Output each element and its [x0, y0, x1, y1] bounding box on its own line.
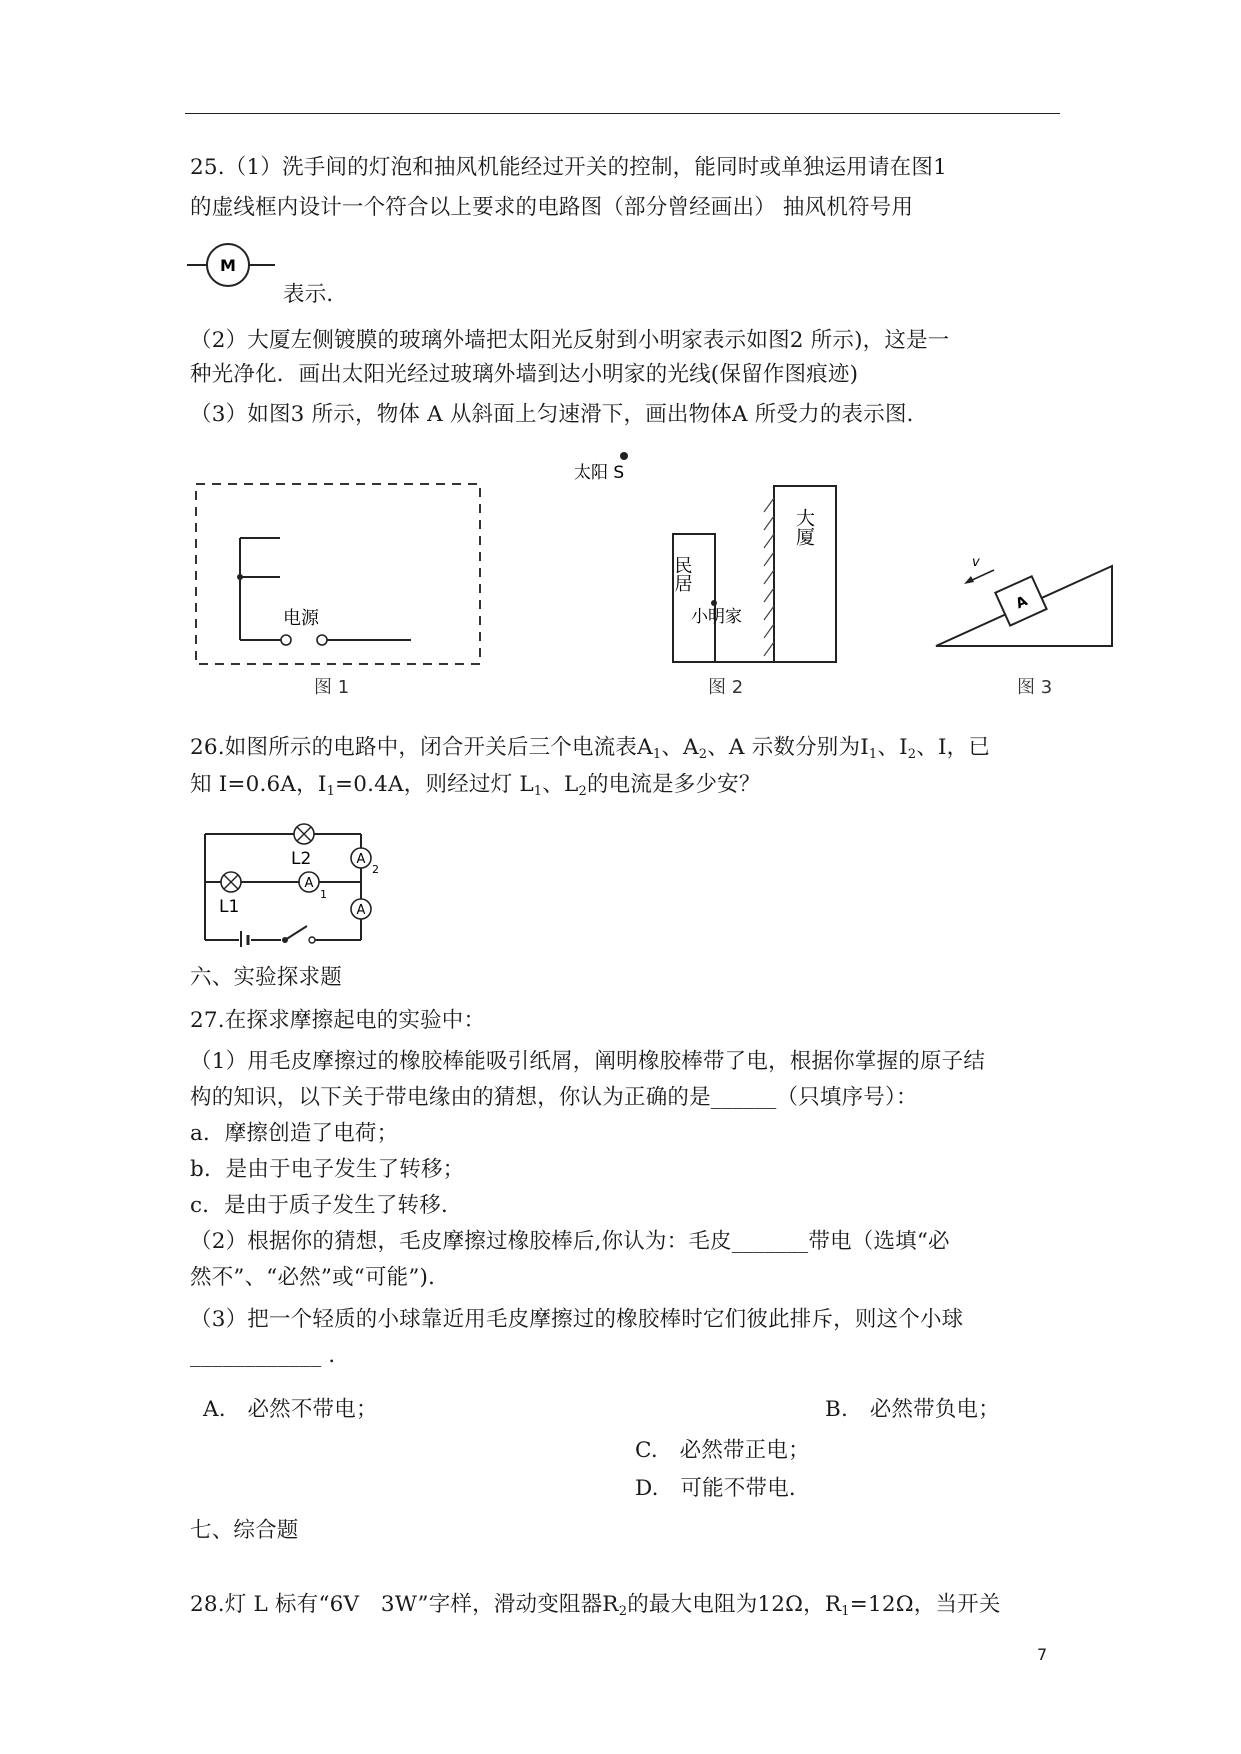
- battery: [239, 928, 251, 947]
- header-rule: [185, 113, 1060, 114]
- q27-part3-line-1: （3）把一个轻质的小球靠近用毛皮摩擦过的橡胶棒时它们彼此排斥，则这个小球: [190, 1307, 964, 1332]
- svg-text:A: A: [356, 852, 366, 867]
- q27-option-c: c．是由于质子发生了转移．: [190, 1193, 463, 1218]
- figure-3-incline: [930, 540, 1120, 655]
- velocity-label: v: [972, 555, 980, 570]
- q27-intro: 27.在探求摩擦起电的实验中：: [190, 1008, 486, 1033]
- q25-part3-line-1: （3）如图3 所示，物体 A 从斜面上匀速滑下，画出物体A 所受力的表示图．: [190, 402, 929, 427]
- q27-option-b: b．是由于电子发生了转移；: [190, 1157, 465, 1182]
- figure-1-circuit: [190, 470, 500, 700]
- glass-wall-hatching: [764, 498, 774, 656]
- figure-1-caption: 图 1: [314, 677, 350, 698]
- ammeter-a: [351, 899, 371, 919]
- q25-line-3: 表示．: [283, 282, 349, 307]
- power-terminal-left: [281, 635, 291, 645]
- q27-choice-d: D. 可能不带电．: [635, 1476, 811, 1501]
- section-6-title: 六、实验探求题: [190, 965, 342, 990]
- page-number: 7: [1037, 1645, 1048, 1664]
- q25-line-1: 25.（1）洗手间的灯泡和抽风机能经过开关的控制，能同时或单独运用请在图1: [190, 155, 947, 180]
- q27-part1-line-2: 构的知识，以下关于带电缘由的猜想，你认为正确的是______（只填序号）：: [190, 1085, 918, 1110]
- figure-3-caption: 图 3: [1017, 677, 1053, 698]
- residence-building: [673, 534, 715, 662]
- home-point: [711, 600, 717, 606]
- motor-symbol: [185, 240, 285, 290]
- q26-line-1: 26.如图所示的电路中，闭合开关后三个电流表$A_1$、$A_2$、A 示数分别为$I_1$、$I_2$、I，已: [190, 735, 991, 762]
- q25-part2-line-1: （2）大厦左侧镀膜的玻璃外墙把太阳光反射到小明家表示如图2 所示)，这是一: [190, 328, 950, 353]
- q28-line-1: 28.灯 L 标有“6V 3W”字样，滑动变阻器$R_2$的最大电阻为12Ω，$R_1=12\Omega$，当开关: [190, 1592, 1001, 1619]
- lamp-l2-label: L2: [291, 849, 312, 869]
- velocity-arrow: [970, 570, 994, 581]
- q27-choice-a: A. 必然不带电；: [203, 1397, 378, 1422]
- figure-2-caption: 图 2: [708, 677, 744, 698]
- figure-2-building-diagram: [560, 440, 860, 670]
- ammeter-a2: [351, 848, 371, 868]
- q26-circuit-diagram: [195, 812, 385, 947]
- q27-part1-line-1: （1）用毛皮摩擦过的橡胶棒能吸引纸屑，阐明橡胶棒带了电，根据你掌握的原子结: [190, 1049, 986, 1074]
- q27-part2-line-1: （2）根据你的猜想，毛皮摩擦过橡胶棒后,你认为：毛皮_______带电（选填“必: [190, 1229, 950, 1254]
- block-a-label: A: [1013, 593, 1031, 613]
- q27-option-a: a．摩擦创造了电荷；: [190, 1121, 399, 1146]
- svg-text:A: A: [304, 876, 314, 891]
- motor-symbol-label: M: [220, 256, 236, 275]
- sun-point: [620, 452, 628, 460]
- power-terminal-right: [317, 635, 327, 645]
- lamp-l1-label: L1: [219, 897, 240, 917]
- q25-part2-line-2: 种光净化．画出太阳光经过玻璃外墙到达小明家的光线(保留作图痕迹): [190, 362, 859, 387]
- ammeter-a2-sub: 2: [372, 863, 379, 876]
- q27-part2-line-2: 然不”、“必然”或“可能”)．: [190, 1265, 450, 1290]
- power-source-label: 电源: [283, 608, 319, 629]
- ammeter-a1-sub: 1: [320, 888, 327, 901]
- switch: [281, 926, 315, 944]
- q27-part3-line-2: ____________ ．: [190, 1343, 351, 1368]
- q27-choice-b: B. 必然带负电；: [825, 1397, 1000, 1422]
- section-7-title: 七、综合题: [190, 1518, 299, 1543]
- svg-text:A: A: [356, 903, 366, 918]
- q26-line-2: 知 I=0.6A，$I_1=0.4A$，则经过灯 $L_1$、$L_2$的电流是多少安？: [190, 772, 761, 799]
- q25-line-2: 的虚线框内设计一个符合以上要求的电路图（部分曾经画出） 抽风机符号用: [190, 195, 914, 220]
- home-label: 小明家: [691, 607, 742, 627]
- lamp-l2: [294, 824, 314, 844]
- lamp-l1: [221, 872, 241, 892]
- dashed-design-box: [196, 484, 480, 664]
- residence-label: 民居: [671, 556, 693, 592]
- sun-label: 太阳 S: [574, 463, 625, 483]
- q27-choice-c: C. 必然带正电；: [635, 1438, 810, 1463]
- tower-label: 大厦: [793, 508, 815, 546]
- ammeter-a1: [299, 872, 319, 892]
